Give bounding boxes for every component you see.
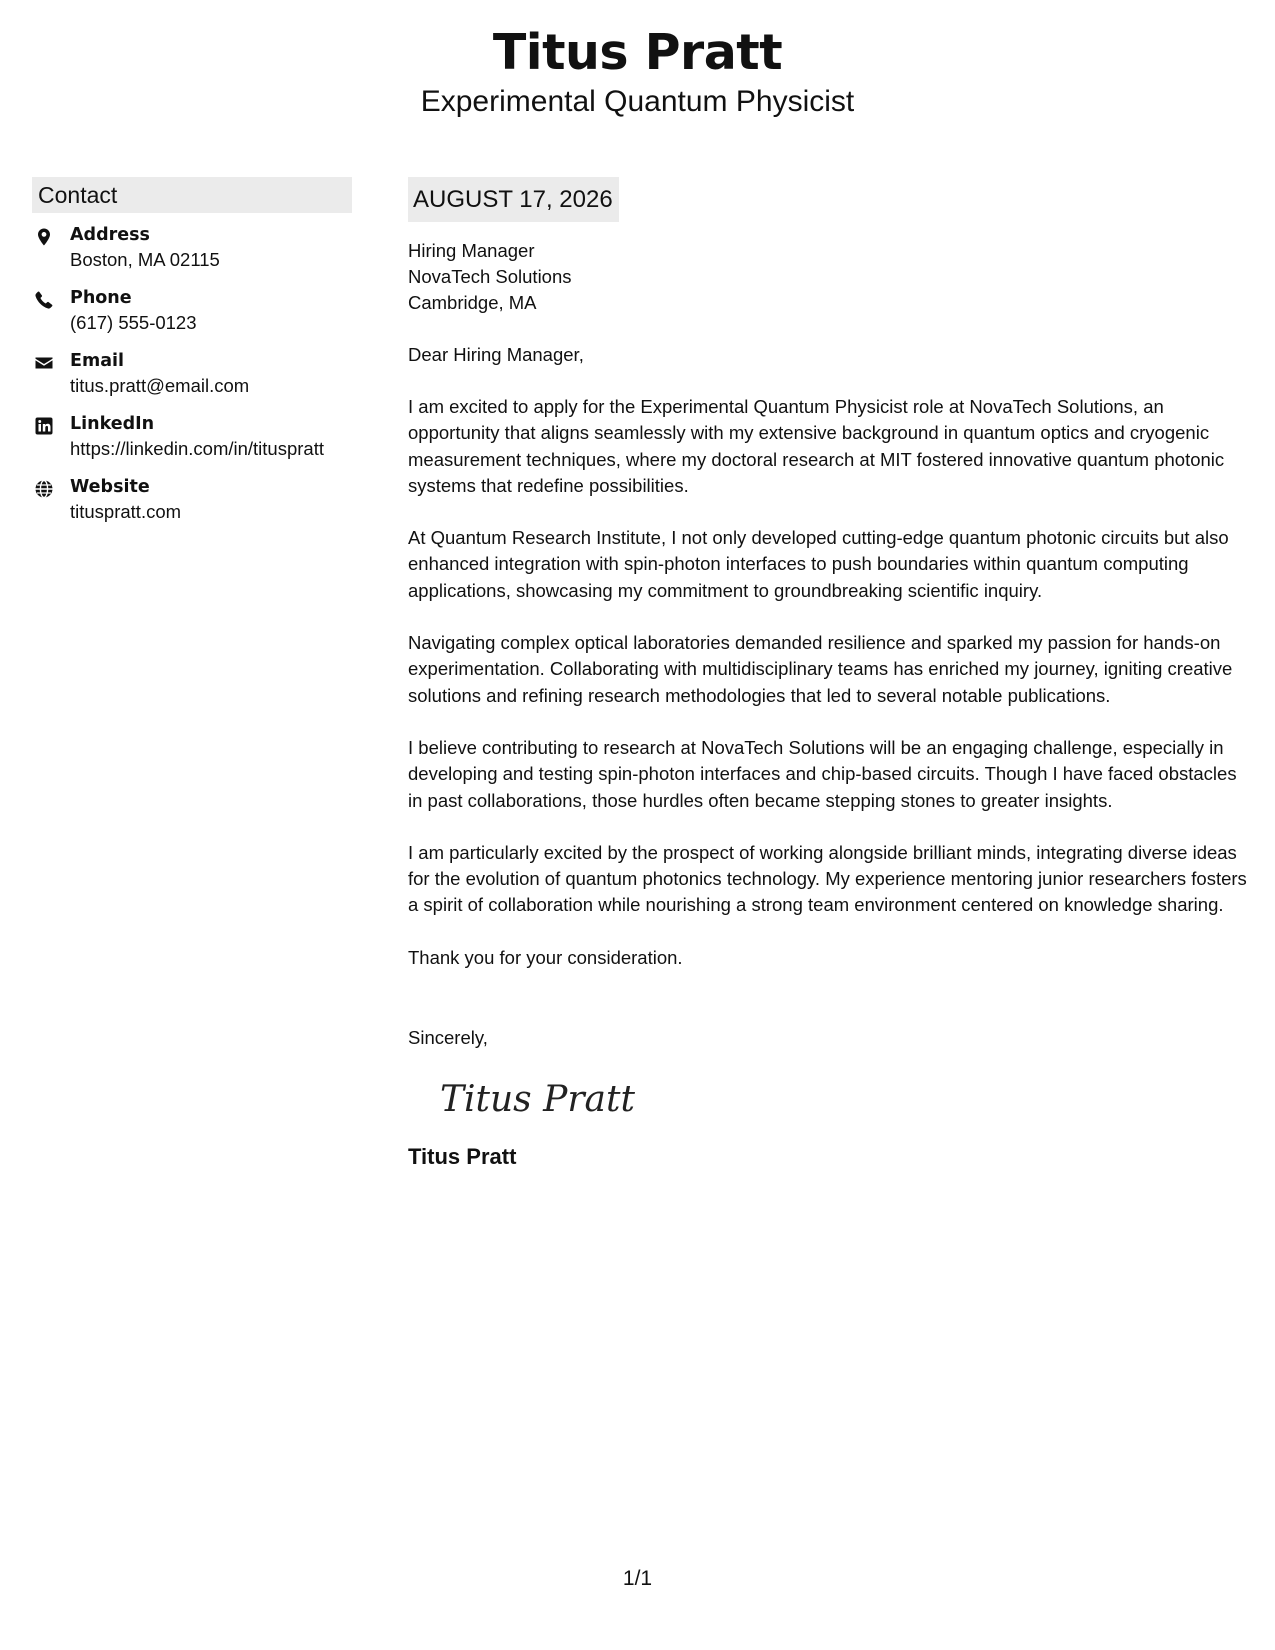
contact-sidebar [32,177,352,538]
body-paragraph: Thank you for your consideration. [408,946,683,968]
applicant-title: Experimental Quantum Physicist [420,85,855,118]
contact-address [32,223,352,286]
salutation: Dear Hiring Manager, [408,344,584,365]
signer-name: Titus Pratt [408,1144,517,1170]
contact-list [32,223,352,538]
body-paragraph: I am excited to apply for the Experimental Quantum Physicist role at NovaTech Solutions, an opportunity that aligns seamlessly with my extensive background in quantum optics and cryogenic measurement techniques, where my doctoral research at MIT fostered innovative quantum photonic systems that redefine possibilities. [408,396,1225,496]
contact-value: (617) 555-0123 [70,312,197,333]
body-paragraph: Navigating complex optical laboratories demanded resilience and sparked my passion for hands-on experimentation. Collaborating with multidisciplinary teams has enriched my journey, igniting creative solutions and refining research methodologies that led to several notable publications. [408,632,1233,706]
contact-value: Boston, MA 02115 [70,249,220,270]
contact-label: Phone [70,288,132,308]
contact-email [32,349,352,412]
body-paragraph: I believe contributing to research at NovaTech Solutions will be an engaging challenge, especially in developing and testing spin-photon interfaces and chip-based circuits. Though I have faced obstacles in past collaborations, those hurdles often became stepping stones to greater insights. [408,736,1237,811]
contact-label: Website [70,477,150,497]
contact-value: https://linkedin.com/in/tituspratt [70,438,324,459]
globe-icon [34,479,54,499]
contact-value: titus.pratt@email.com [70,375,250,396]
contact-label: Email [70,351,124,371]
linkedin-icon [34,416,54,436]
envelope-icon [34,353,54,373]
recipient-line: NovaTech Solutions [408,266,572,287]
contact-heading: Contact [32,177,352,213]
letter-body [408,177,1248,1171]
recipient-block [408,238,1248,316]
phone-icon [34,290,54,310]
page-number: 1/1 [622,1567,653,1590]
letter-header [0,22,1275,120]
signature-text: Titus Pratt [440,1079,635,1121]
recipient-line: Hiring Manager [408,240,535,261]
body-paragraph: At Quantum Research Institute, I not only developed cutting-edge quantum photonic circuits but also enhanced integration with spin-photon interfaces to push boundaries within quantum computing applications, showcasing my commitment to groundbreaking scientific inquiry. [408,527,1229,601]
recipient-line: Cambridge, MA [408,292,537,313]
applicant-name: Titus Pratt [492,24,783,81]
closing: Sincerely, [408,1027,488,1049]
body-paragraph: I am particularly excited by the prospect of working alongside brilliant minds, integrating diverse ideas for the evolution of quantum photonics technology. My experience mentoring junior researchers fosters a spirit of collaboration while nourishing a strong team environment centered on knowledge sharing. [408,841,1247,916]
contact-phone [32,286,352,349]
contact-website [32,475,352,538]
letter-date: AUGUST 17, 2026 [408,177,619,222]
contact-value: tituspratt.com [70,501,182,522]
contact-label: LinkedIn [70,414,155,434]
contact-linkedin [32,412,352,475]
map-pin-icon [34,227,54,247]
handwritten-signature [436,1075,636,1125]
contact-label: Address [70,225,150,245]
